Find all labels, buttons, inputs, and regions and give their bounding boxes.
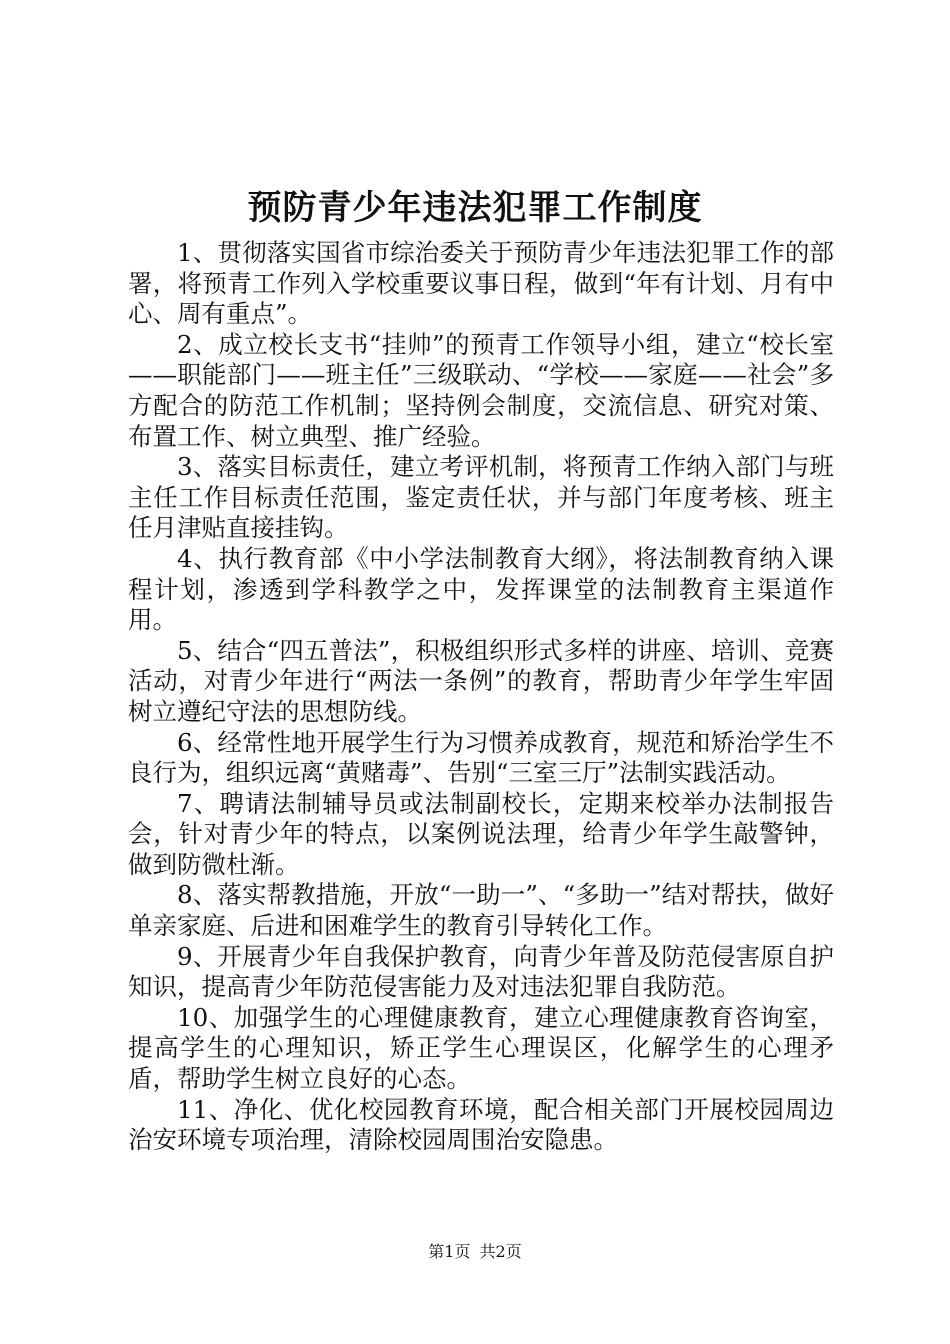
paragraph-11: 11、净化、优化校园教育环境，配合相关部门开展校园周边治安环境专项治理，清除校园周围治安隐患。 — [128, 1094, 834, 1155]
document-body — [128, 238, 834, 1156]
page-total: 共2页 — [479, 1242, 522, 1261]
paragraph-8: 8、落实帮教措施，开放“一助一”、“多助一”结对帮扶，做好单亲家庭、后进和困难学生的教育引导转化工作。 — [128, 880, 834, 941]
paragraph-7: 7、聘请法制辅导员或法制副校长，定期来校举办法制报告会，针对青少年的特点，以案例说法理，给青少年学生敲警钟，做到防微杜渐。 — [128, 788, 834, 879]
paragraph-5: 5、结合“四五普法”，积极组织形式多样的讲座、培训、竞赛活动，对青少年进行“两法一条例”的教育，帮助青少年学生牢固树立遵纪守法的思想防线。 — [128, 635, 834, 726]
paragraph-2: 2、成立校长支书“挂帅”的预青工作领导小组，建立“校长室——职能部门——班主任”三级联动、“学校——家庭——社会”多方配合的防范工作机制；坚持例会制度，交流信息、研究对策、布置工作、树立典型、推广经验。 — [128, 329, 834, 451]
page-footer — [0, 1241, 950, 1263]
paragraph-9: 9、开展青少年自我保护教育，向青少年普及防范侵害原自护知识，提高青少年防范侵害能力及对违法犯罪自我防范。 — [128, 941, 834, 1002]
page-number: 第1页 — [428, 1242, 471, 1261]
paragraph-3: 3、落实目标责任，建立考评机制，将预青工作纳入部门与班主任工作目标责任范围，鉴定责任状，并与部门年度考核、班主任月津贴直接挂钩。 — [128, 452, 834, 543]
paragraph-4: 4、执行教育部《中小学法制教育大纲》，将法制教育纳入课程计划，渗透到学科教学之中，发挥课堂的法制教育主渠道作用。 — [128, 543, 834, 635]
paragraph-10: 10、加强学生的心理健康教育，建立心理健康教育咨询室，提高学生的心理知识，矫正学生心理误区，化解学生的心理矛盾，帮助学生树立良好的心态。 — [128, 1002, 834, 1094]
paragraph-1: 1、贯彻落实国省市综治委关于预防青少年违法犯罪工作的部署，将预青工作列入学校重要议事日程，做到“年有计划、月有中心、周有重点”。 — [128, 238, 834, 329]
paragraph-6: 6、经常性地开展学生行为习惯养成教育，规范和矫治学生不良行为，组织远离“黄赌毒”、告别“三室三厅”法制实践活动。 — [128, 727, 834, 788]
document-title: 预防青少年违法犯罪工作制度 — [247, 188, 703, 228]
